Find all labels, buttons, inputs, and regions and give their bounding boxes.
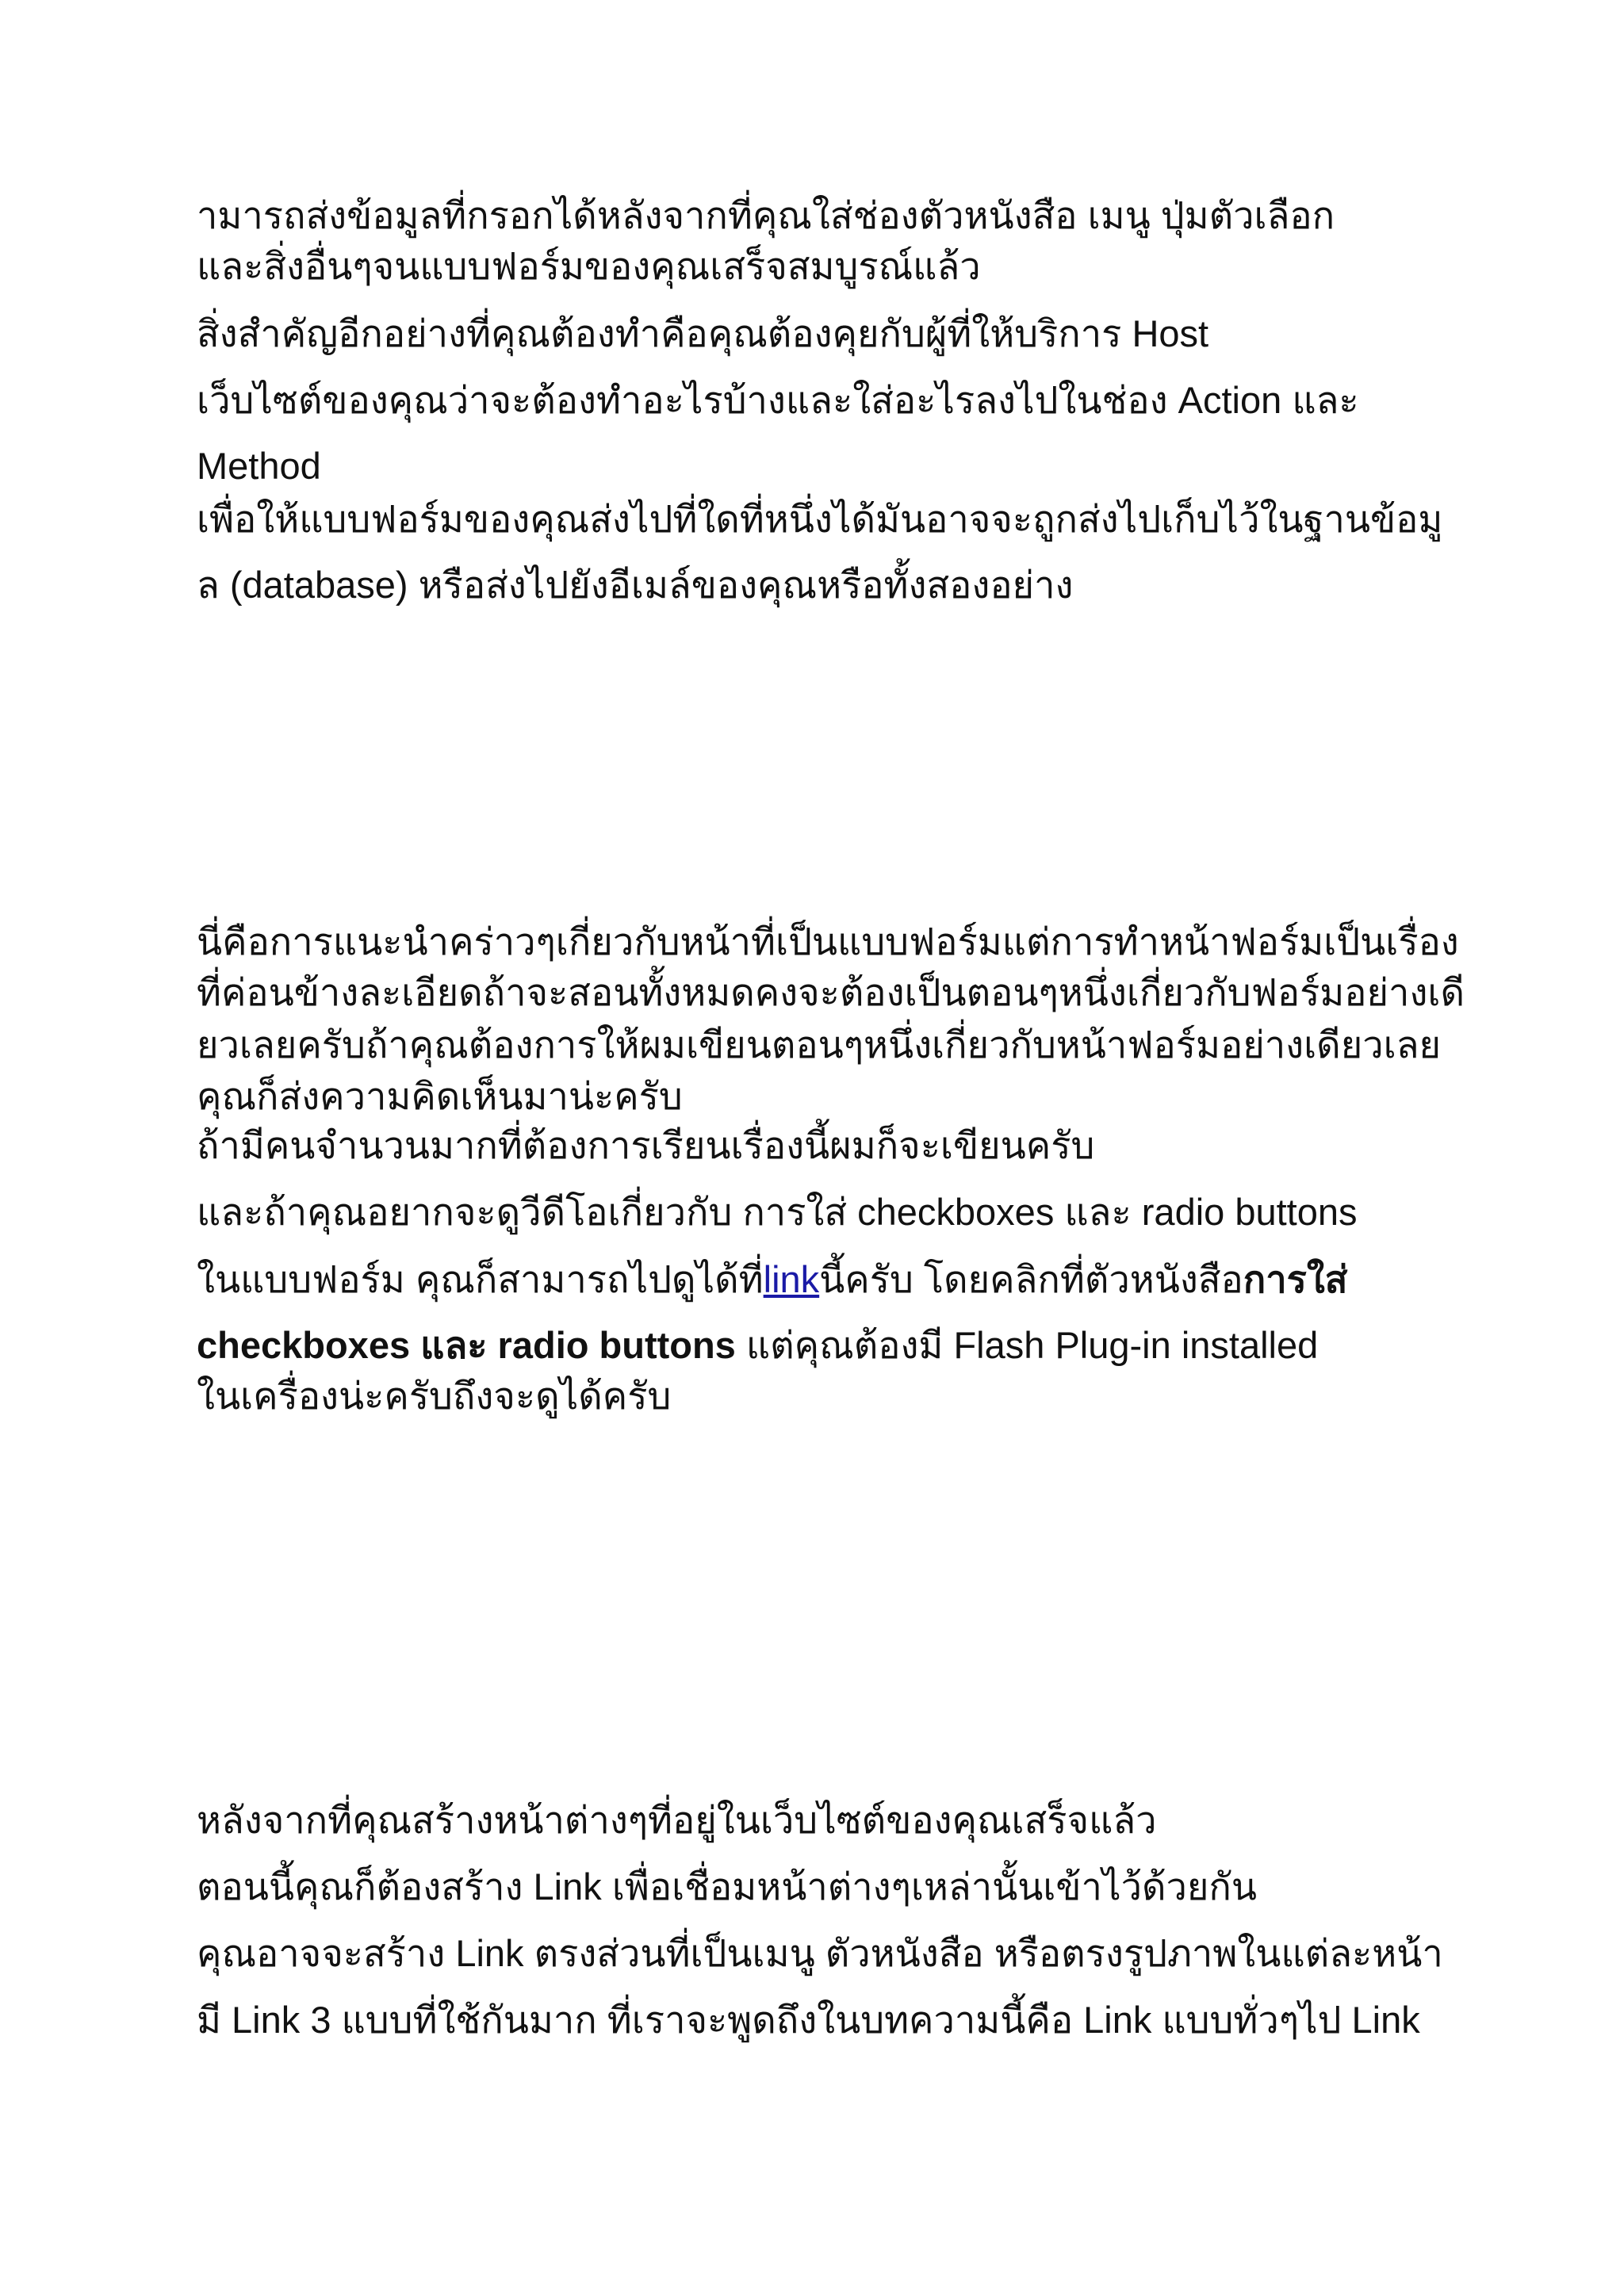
paragraph-line <box>197 1323 1318 1368</box>
paragraph-line <box>197 1257 1347 1302</box>
bold-text: checkboxes และ radio buttons <box>197 1324 736 1366</box>
paragraph-line: คุณก็ส่งความคิดเห็นมาน่ะครับ <box>197 1075 683 1117</box>
paragraph-line: เพื่อให้แบบฟอร์มของคุณส่งไปที่ใดที่หนึ่งได้มันอาจจะถูกส่งไปเก็บไว้ในฐานข้อมู <box>197 498 1443 540</box>
paragraph-text: ในแบบฟอร์ม คุณก็สามารถไปดูได้ที่ <box>197 1258 764 1300</box>
paragraph-line: ถ้ามีคนจำนวนมากที่ต้องการเรียนเรื่องนี้ผมก็จะเขียนครับ <box>197 1124 1095 1166</box>
paragraph-text: นี้ครับ โดยคลิกที่ตัวหนังสือ <box>819 1258 1243 1300</box>
bold-text: การใส่ <box>1243 1258 1348 1300</box>
paragraph-line: ยวเลยครับถ้าคุณต้องการให้ผมเขียนตอนๆหนึ่งเกี่ยวกับหน้าฟอร์มอย่างเดียวเลย <box>197 1024 1442 1066</box>
paragraph-line: ามารถส่งข้อมูลที่กรอกได้หลังจากที่คุณใส่ช่องตัวหนังสือ เมนู ปุ่มตัวเลือก <box>197 194 1335 236</box>
paragraph-line: สิ่งสำคัญอีกอย่างที่คุณต้องทำคือคุณต้องคุยกับผู้ที่ให้บริการ Host <box>197 312 1209 354</box>
paragraph-line: นี่คือการแนะนำคร่าวๆเกี่ยวกับหน้าที่เป็นแบบฟอร์มแต่การทำหน้าฟอร์มเป็นเรื่อง <box>197 920 1459 962</box>
paragraph-line: ล (database) หรือส่งไปยังอีเมล์ของคุณหรือทั้งสองอย่าง <box>197 564 1074 606</box>
paragraph-line: Method <box>197 445 321 487</box>
paragraph-text: แต่คุณต้องมี Flash Plug-in installed <box>735 1324 1319 1366</box>
paragraph-line: เว็บไซต์ของคุณว่าจะต้องทำอะไรบ้างและใส่อะไรลงไปในช่อง Action และ <box>197 379 1359 421</box>
paragraph-line: ที่ค่อนข้างละเอียดถ้าจะสอนทั้งหมดคงจะต้องเป็นตอนๆหนึ่งเกี่ยวกับฟอร์มอย่างเดี <box>197 971 1465 1013</box>
paragraph-line: และสิ่งอื่นๆจนแบบฟอร์มของคุณเสร็จสมบูรณ์แล้ว <box>197 245 981 287</box>
paragraph-line: และถ้าคุณอยากจะดูวีดีโอเกี่ยวกับ การใส่ checkboxes และ radio buttons <box>197 1191 1358 1233</box>
paragraph-line: มี Link 3 แบบที่ใช้กันมาก ที่เราจะพูดถึงในบทความนี้คือ Link แบบทั่วๆไป Link <box>197 1999 1420 2041</box>
paragraph-line: คุณอาจจะสร้าง Link ตรงส่วนที่เป็นเมนู ตัวหนังสือ หรือตรงรูปภาพในแต่ละหน้า <box>197 1932 1443 1974</box>
paragraph-line: หลังจากที่คุณสร้างหน้าต่างๆที่อยู่ในเว็บไซต์ของคุณเสร็จแล้ว <box>197 1799 1157 1841</box>
paragraph-line: ในเครื่องน่ะครับถึงจะดูได้ครับ <box>197 1375 672 1417</box>
video-link[interactable]: link <box>763 1258 820 1300</box>
paragraph-line: ตอนนี้คุณก็ต้องสร้าง Link เพื่อเชื่อมหน้าต่างๆเหล่านั้นเข้าไว้ด้วยกัน <box>197 1866 1258 1908</box>
